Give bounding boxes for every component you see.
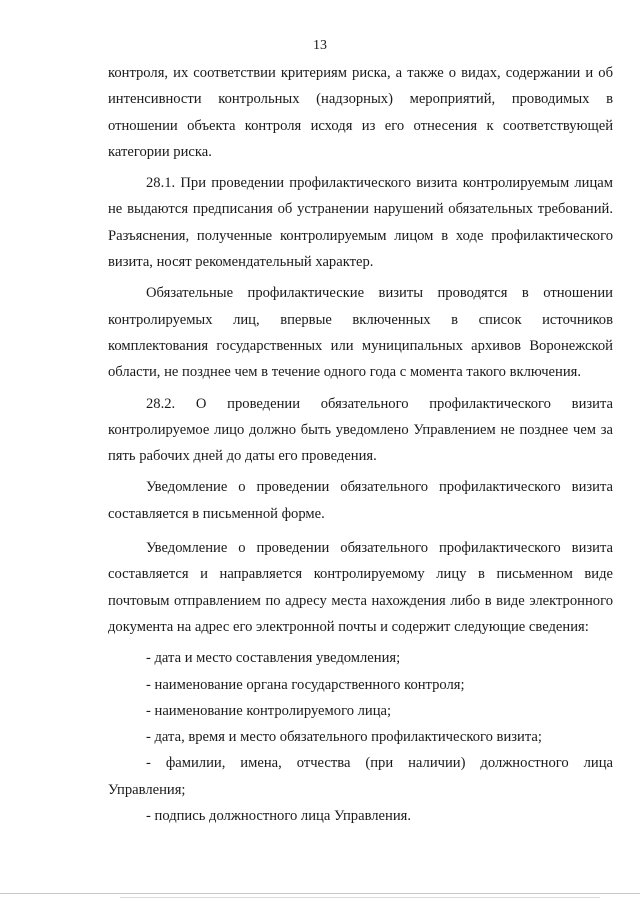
paragraph-notice-written-form: Уведомление о проведении обязательного профилактического визита составляется в письменной форме. <box>108 479 613 522</box>
paragraph-28-2: 28.2. О проведении обязательного профилактического визита контролируемое лицо должно быть уведомлено Управлением не позднее чем за пять рабочих дней до даты его проведения. <box>108 395 613 465</box>
list-item: - дата, время и место обязательного профилактического визита; <box>146 729 542 746</box>
list-item: - дата и место составления уведомления; <box>146 650 401 667</box>
paragraph-notice-contents: Уведомление о проведении обязательного профилактического визита составляется и направляется контролируемому лицу в письменном виде почтовым отправлением по адресу места нахождения либо в виде электронного документа на адрес его электронной почты и содержит следующие сведения: <box>108 540 613 635</box>
list-item: - фамилии, имена, отчества (при наличии) должностного лица Управления; <box>108 755 613 798</box>
list-item: - наименование контролируемого лица; <box>146 702 392 719</box>
scan-edge-line <box>0 893 640 894</box>
paragraph-continuation: контроля, их соответствии критериям риска, а также о видах, содержании и об интенсивности контрольных (надзорных) мероприятий, проводимых в отношении объекта контроля исходя из его отнесения к соответствующей категории риска. <box>108 65 613 160</box>
scan-edge-line <box>120 897 600 898</box>
list-item: - наименование органа государственного контроля; <box>146 676 465 693</box>
list-item: - подпись должностного лица Управления. <box>146 808 412 825</box>
paragraph-28-1: 28.1. При проведении профилактического визита контролируемым лицам не выдаются предписания об устранении нарушений обязательных требований. Разъяснения, полученные контролируемым лицом в ходе профилактического визита, носят рекомендательный характер. <box>108 175 613 271</box>
page-number: 13 <box>313 38 327 53</box>
paragraph-mandatory-visits: Обязательные профилактические визиты проводятся в отношении контролируемых лиц, впервые включенных в список источников комплектования государственных или муниципальных архивов Воронежской области, не позднее чем в течение одного года с момента такого включения. <box>108 285 613 381</box>
document-body <box>108 60 613 829</box>
